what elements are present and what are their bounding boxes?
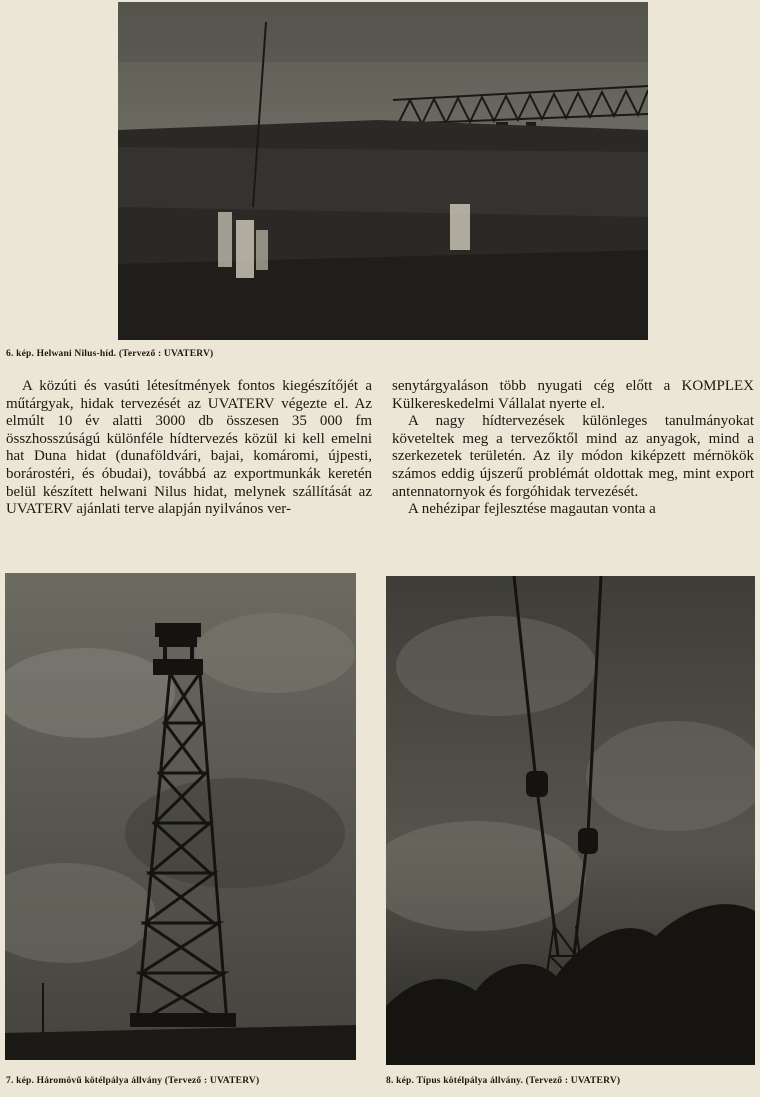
tower-photo (5, 573, 356, 1060)
figure-6-caption: 6. kép. Helwani Nilus-híd. (Tervező : UVATERV) (6, 349, 214, 359)
paragraph: senytárgyaláson több nyugati cég előtt a KOMPLEX Külkereskedelmi Vállalat nyerte el. (392, 378, 754, 412)
right-column (392, 378, 754, 519)
paragraph: A nagy hídtervezések különleges tanulmányokat követeltek meg a tervezőktől mind az anyagok, mind a szerkezetek területén. Az ily módon kiképzett mérnökök számos eddig újszerű problémát oldottak meg, mint export antennatornyok és forgóhidak tervezését. (392, 413, 754, 500)
left-column (6, 378, 372, 519)
paragraph: A közúti és vasúti létesítmények fontos kiegészítőjét a műtárgyak, hidak tervezését az UVATERV végezte el. Az elmúlt 10 év alatti 3000 db összesen 35 000 fm összhosszúságú különféle hídtervezés közül ki kell emelni hat Duna hidat (dunaföldvári, bajai, komáromi, újpesti, borárostéri, és óbudai), továbbá az exportmunkák keretén belül készített helwani Nilus hidat, melynek szállítását az UVATERV ajánlati terve alapján nyilvános ver- (6, 378, 372, 518)
bridge-photo (118, 2, 648, 340)
paragraph: A nehézipar fejlesztése magautan vonta a (408, 501, 656, 518)
cableway-photo (386, 576, 755, 1065)
figure-7-caption: 7. kép. Háromövű kötélpálya állvány (Tervező : UVATERV) (6, 1076, 260, 1086)
figure-8-caption: 8. kép. Típus kötélpálya állvány. (Tervező : UVATERV) (386, 1076, 621, 1086)
